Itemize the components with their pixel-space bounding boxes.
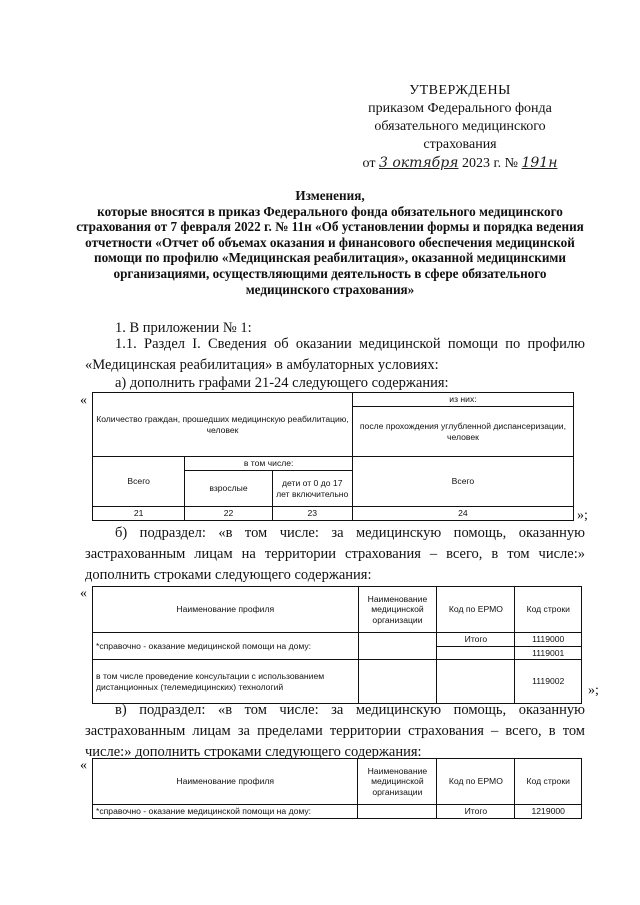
paragraph-1: 1. В приложении № 1: [115, 320, 252, 336]
approval-line: обязательного медицинского [374, 119, 546, 134]
date-year: 2023 г. № [461, 156, 518, 171]
table-columns-21-24 [92, 392, 574, 521]
header-row-code: Код строки [515, 759, 582, 805]
approval-line: приказом Федерального фонда [368, 101, 552, 116]
header-after-dispensary: после прохождения углубленной диспансеризации, человек [352, 407, 573, 457]
paragraph-v: в) подраздел: «в том числе: за медицинскую помощь, оказанную застрахованным лицам за пределами территории страхования – всего, в том числе:» дополнить строками следующего содержания: [85, 702, 585, 760]
open-quote: « [80, 586, 87, 601]
header-ermo: Код по ЕРМО [437, 759, 515, 805]
column-number: 21 [93, 507, 185, 521]
open-quote: « [80, 758, 87, 773]
approval-block [360, 82, 560, 173]
handwritten-number: 191н [521, 155, 558, 171]
paragraph-a: а) дополнить графами 21-24 следующего содержания: [115, 375, 449, 391]
header-organization: Наименование медицинской организации [358, 759, 437, 805]
row-code: 1119002 [515, 660, 582, 704]
paragraph-1-1: 1.1. Раздел I. Сведения об оказании медицинской помощи по профилю «Медицинская реабилитация» в амбулаторных условиях: [85, 336, 585, 373]
row-code: 1119001 [515, 646, 582, 660]
row-name: *справочно - оказание медицинской помощи на дому: [93, 633, 359, 660]
table-outside-territory-rows [92, 758, 582, 819]
row-ermo [437, 646, 515, 660]
header-children: дети от 0 до 17 лет включительно [272, 471, 352, 507]
header-profile: Наименование профиля [93, 587, 359, 633]
header-including: в том числе: [185, 457, 353, 471]
header-adults: взрослые [185, 471, 272, 507]
row-ermo [437, 660, 515, 704]
row-name: *справочно - оказание медицинской помощи на дому: [93, 805, 358, 819]
approval-title: УТВЕРЖДЕНЫ [409, 83, 511, 98]
table-territory-rows [92, 586, 582, 704]
header-total: Всего [93, 457, 185, 507]
heading-body: которые вносятся в приказ Федерального фонда обязательного медицинского страхования от 7 февраля 2022 г. № 11н «Об установлении формы и порядка ведения отчетности «Отчет об объемах оказания и финансового обеспечения медицинской помощи по профилю «Медицинская реабилитация», оказанной медицинскими организациями, осуществляющими деятельность в сфере обязательного медицинского страхования» [76, 203, 584, 297]
row-code: 1219000 [515, 805, 582, 819]
document-heading [70, 188, 590, 297]
header-total-2: Всего [352, 457, 573, 507]
row-name: в том числе проведение консультации с использованием дистанционных (телемедицинских) технологий [93, 660, 359, 704]
row-code: 1119000 [515, 633, 582, 647]
column-number: 22 [185, 507, 272, 521]
approval-date [360, 154, 560, 173]
handwritten-date: 3 октября [378, 155, 459, 171]
heading-title: Изменения, [295, 188, 365, 203]
row-ermo: Итого [437, 633, 515, 647]
header-profile: Наименование профиля [93, 759, 358, 805]
row-organization [358, 805, 437, 819]
header-organization: Наименование медицинской организации [358, 587, 437, 633]
header-count: Количество граждан, прошедших медицинскую реабилитацию, человек [93, 393, 353, 457]
row-ermo: Итого [437, 805, 515, 819]
column-number: 23 [272, 507, 352, 521]
row-organization [358, 660, 437, 704]
date-prefix: от [362, 156, 376, 171]
column-number: 24 [352, 507, 573, 521]
header-ermo: Код по ЕРМО [437, 587, 515, 633]
row-organization [358, 633, 437, 660]
open-quote: « [80, 393, 87, 408]
close-quote: »; [577, 508, 588, 523]
paragraph-b: б) подраздел: «в том числе: за медицинскую помощь, оказанную застрахованным лицам на территории страхования – всего, в том числе:» дополнить строками следующего содержания: [85, 525, 585, 583]
header-of-them: из них: [352, 393, 573, 407]
close-quote: »; [588, 683, 599, 698]
approval-line: страхования [423, 137, 497, 152]
header-row-code: Код строки [515, 587, 582, 633]
